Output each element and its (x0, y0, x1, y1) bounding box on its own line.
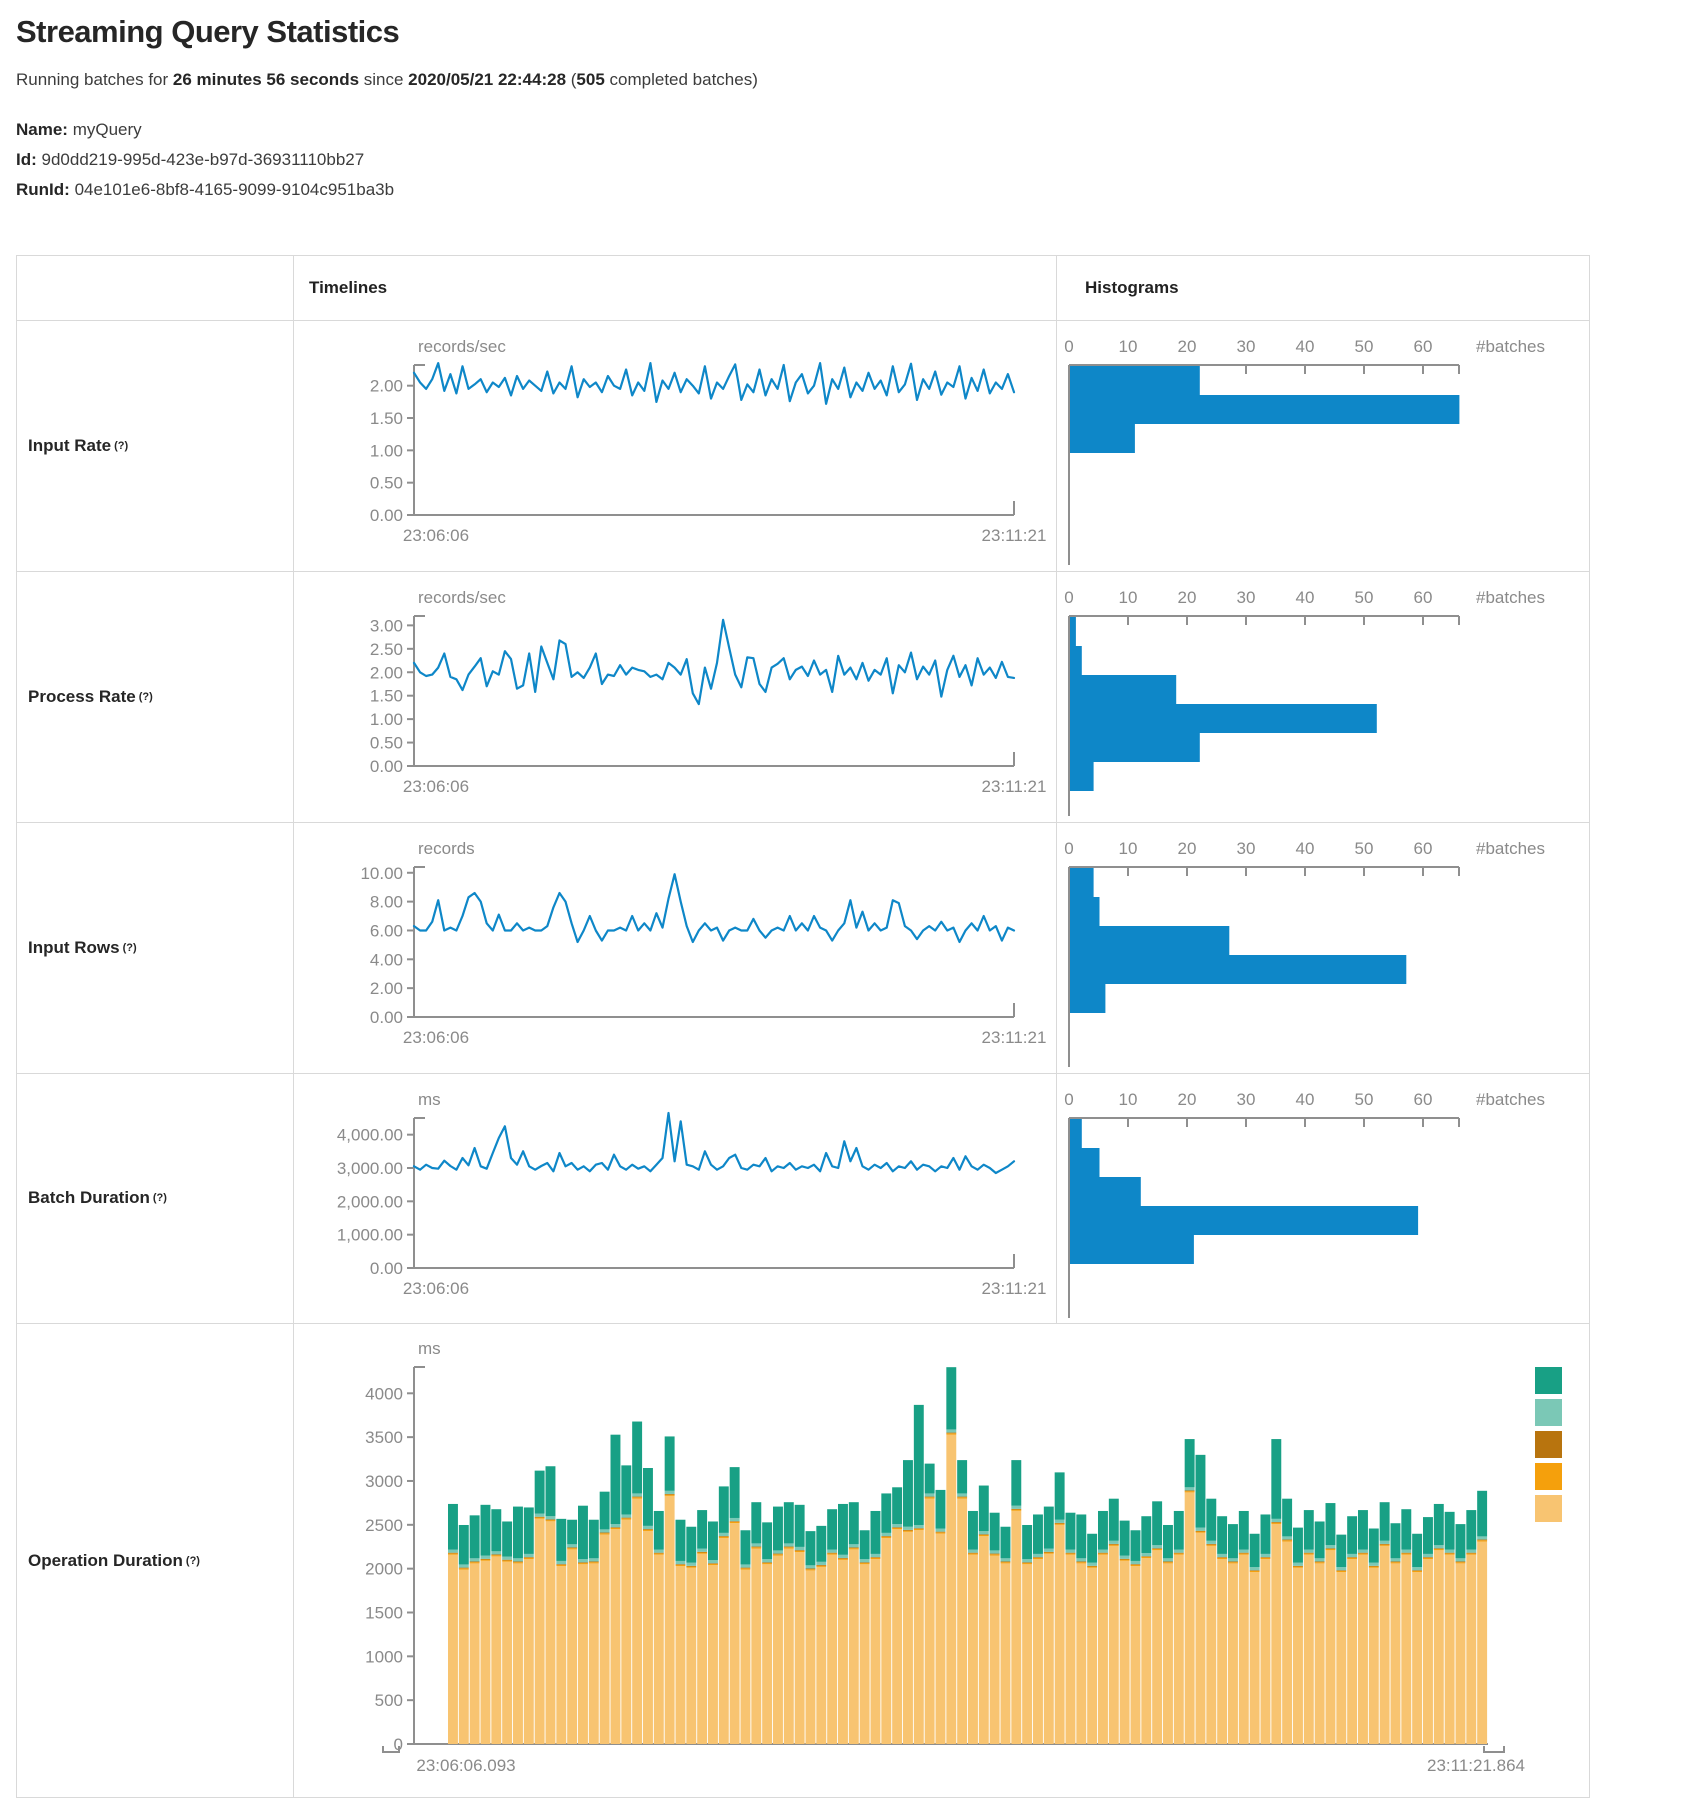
svg-text:30: 30 (1236, 337, 1256, 356)
input-rows-help-icon[interactable]: (?) (122, 941, 137, 954)
svg-text:60: 60 (1413, 1090, 1433, 1109)
svg-text:10.00: 10.00 (360, 863, 403, 883)
svg-text:23:06:06: 23:06:06 (402, 1028, 470, 1047)
svg-text:1.50: 1.50 (369, 686, 403, 706)
svg-text:2.00: 2.00 (369, 979, 403, 999)
svg-text:1,000.00: 1,000.00 (336, 1225, 403, 1245)
input-rows-timeline-chart (293, 822, 1056, 1073)
row-label-input-rate (17, 320, 293, 571)
svg-text:500: 500 (374, 1691, 403, 1711)
svg-text:20: 20 (1177, 588, 1197, 607)
paren-open: ( (566, 70, 577, 89)
batch-duration-help-icon[interactable]: (?) (152, 1192, 167, 1204)
svg-text:2000: 2000 (365, 1559, 403, 1579)
input-rate-histogram-cell (1056, 320, 1591, 571)
query-metadata (16, 120, 1576, 200)
svg-text:#batches: #batches (1476, 1090, 1545, 1109)
svg-text:3.00: 3.00 (369, 616, 403, 636)
input-rows-timeline-cell (293, 822, 1056, 1073)
svg-text:50: 50 (1354, 1090, 1374, 1109)
svg-text:0.50: 0.50 (369, 733, 403, 753)
svg-text:50: 50 (1354, 588, 1374, 607)
svg-text:0.00: 0.00 (369, 1259, 403, 1278)
svg-text:23:06:06: 23:06:06 (402, 1279, 470, 1298)
svg-text:1000: 1000 (365, 1647, 403, 1667)
svg-text:3500: 3500 (365, 1428, 403, 1448)
svg-text:0.00: 0.00 (369, 506, 403, 525)
input-rows-histogram-cell (1056, 822, 1591, 1073)
batch-duration-label: Batch Duration (28, 1188, 150, 1207)
operation-duration-chart-cell (293, 1323, 1591, 1799)
svg-text:ms: ms (418, 1090, 441, 1109)
input-rate-label: Input Rate (28, 435, 112, 455)
svg-text:10: 10 (1118, 1090, 1138, 1109)
row-label-input-rows (17, 822, 293, 1073)
svg-text:records/sec: records/sec (418, 337, 506, 356)
svg-text:23:06:06.093: 23:06:06.093 (416, 1756, 516, 1775)
page-title: Streaming Query Statistics (16, 14, 400, 49)
id-label: Id: (16, 150, 37, 169)
svg-text:50: 50 (1354, 337, 1374, 356)
svg-text:2.00: 2.00 (369, 663, 403, 683)
svg-text:#batches: #batches (1476, 839, 1545, 858)
svg-text:20: 20 (1177, 1090, 1197, 1109)
svg-text:23:11:21: 23:11:21 (981, 526, 1047, 545)
svg-text:20: 20 (1177, 337, 1197, 356)
svg-text:4000: 4000 (365, 1384, 403, 1404)
running-prefix: Running batches for (16, 70, 173, 89)
svg-text:30: 30 (1236, 839, 1256, 858)
batch-duration-histogram-cell (1056, 1073, 1591, 1323)
input-rate-timeline-chart (293, 320, 1056, 571)
svg-text:10: 10 (1118, 839, 1138, 858)
svg-text:8.00: 8.00 (369, 892, 403, 912)
svg-text:ms: ms (418, 1339, 441, 1358)
process-rate-timeline-cell (293, 571, 1056, 822)
svg-text:20: 20 (1177, 839, 1197, 858)
svg-text:50: 50 (1354, 839, 1374, 858)
timelines-header-label: Timelines (309, 278, 388, 297)
svg-text:60: 60 (1413, 337, 1433, 356)
svg-text:2.50: 2.50 (369, 639, 403, 659)
process-rate-histogram-chart (1056, 571, 1591, 822)
svg-text:40: 40 (1295, 839, 1315, 858)
svg-text:records: records (418, 839, 475, 858)
svg-text:60: 60 (1413, 588, 1433, 607)
svg-text:records/sec: records/sec (418, 588, 506, 607)
query-runid-line (16, 180, 1576, 200)
svg-text:40: 40 (1295, 588, 1315, 607)
svg-text:6.00: 6.00 (369, 921, 403, 941)
svg-text:10: 10 (1118, 588, 1138, 607)
operation-duration-label: Operation Duration (28, 1551, 183, 1570)
svg-text:0: 0 (1064, 839, 1074, 858)
svg-text:2.00: 2.00 (369, 376, 403, 396)
svg-text:3,000.00: 3,000.00 (336, 1159, 403, 1178)
svg-text:1.00: 1.00 (369, 441, 403, 461)
statistics-table (16, 255, 1590, 1798)
svg-text:23:11:21.864: 23:11:21.864 (1427, 1756, 1525, 1775)
svg-text:30: 30 (1236, 588, 1256, 607)
histograms-column-header (1056, 256, 1591, 320)
row-label-batch-duration (17, 1073, 293, 1323)
svg-text:40: 40 (1295, 1090, 1315, 1109)
batch-duration-timeline-cell (293, 1073, 1056, 1323)
svg-text:1500: 1500 (365, 1603, 403, 1623)
input-rate-timeline-cell (293, 320, 1056, 571)
svg-text:23:11:21: 23:11:21 (981, 1028, 1047, 1047)
query-id-line (16, 150, 1576, 170)
svg-text:#batches: #batches (1476, 588, 1545, 607)
paren-close: completed batches) (604, 70, 758, 89)
row-label-operation-duration (17, 1323, 293, 1799)
runid-value: 04e101e6-8bf8-4165-9099-9104c951ba3b (74, 180, 395, 199)
svg-text:23:11:21: 23:11:21 (981, 1279, 1047, 1298)
page-header (16, 0, 1576, 210)
name-label: Name: (16, 120, 68, 139)
svg-text:4.00: 4.00 (369, 950, 403, 970)
svg-text:4,000.00: 4,000.00 (336, 1125, 403, 1145)
process-rate-histogram-cell (1056, 571, 1591, 822)
svg-text:2500: 2500 (365, 1515, 403, 1535)
svg-text:60: 60 (1413, 839, 1433, 858)
histograms-header-label: Histograms (1085, 278, 1179, 297)
svg-text:0.00: 0.00 (369, 757, 403, 776)
id-value: 9d0dd219-995d-423e-b97d-36931110bb27 (41, 150, 365, 169)
svg-text:2,000.00: 2,000.00 (336, 1192, 403, 1212)
input-rate-help-icon[interactable]: (?) (114, 439, 129, 452)
input-rows-label: Input Rows (28, 937, 120, 957)
input-rows-histogram-chart (1056, 822, 1591, 1073)
completed-batches-count: 505 (576, 70, 605, 89)
svg-text:23:06:06: 23:06:06 (402, 777, 470, 796)
svg-text:23:11:21: 23:11:21 (981, 777, 1047, 796)
svg-text:10: 10 (1118, 337, 1138, 356)
query-name-line (16, 120, 1576, 140)
operation-duration-help-icon[interactable]: (?) (185, 1555, 200, 1567)
running-summary (16, 70, 1576, 90)
runid-label: RunId: (16, 180, 70, 199)
process-rate-timeline-chart (293, 571, 1056, 822)
input-rate-histogram-chart (1056, 320, 1591, 571)
svg-text:#batches: #batches (1476, 337, 1545, 356)
svg-text:0: 0 (1064, 1090, 1074, 1109)
process-rate-label: Process Rate (28, 686, 136, 706)
svg-text:40: 40 (1295, 337, 1315, 356)
row-label-process-rate (17, 571, 293, 822)
start-timestamp: 2020/05/21 22:44:28 (408, 70, 567, 89)
svg-text:3000: 3000 (365, 1471, 403, 1491)
svg-text:0.50: 0.50 (369, 473, 403, 493)
timelines-column-header (293, 256, 1056, 320)
running-since: since (359, 70, 409, 89)
svg-text:1.50: 1.50 (369, 409, 403, 429)
name-value: myQuery (72, 120, 142, 139)
svg-text:23:06:06: 23:06:06 (402, 526, 470, 545)
svg-text:1.00: 1.00 (369, 710, 403, 730)
svg-text:0.00: 0.00 (369, 1008, 403, 1027)
process-rate-help-icon[interactable]: (?) (138, 690, 153, 703)
svg-text:30: 30 (1236, 1090, 1256, 1109)
svg-text:0: 0 (393, 1735, 403, 1754)
svg-text:0: 0 (1064, 588, 1074, 607)
batch-duration-timeline-chart (293, 1073, 1056, 1323)
operation-duration-stacked-chart (293, 1323, 1591, 1799)
svg-text:0: 0 (1064, 337, 1074, 356)
running-duration: 26 minutes 56 seconds (172, 70, 360, 89)
batch-duration-histogram-chart (1056, 1073, 1591, 1323)
